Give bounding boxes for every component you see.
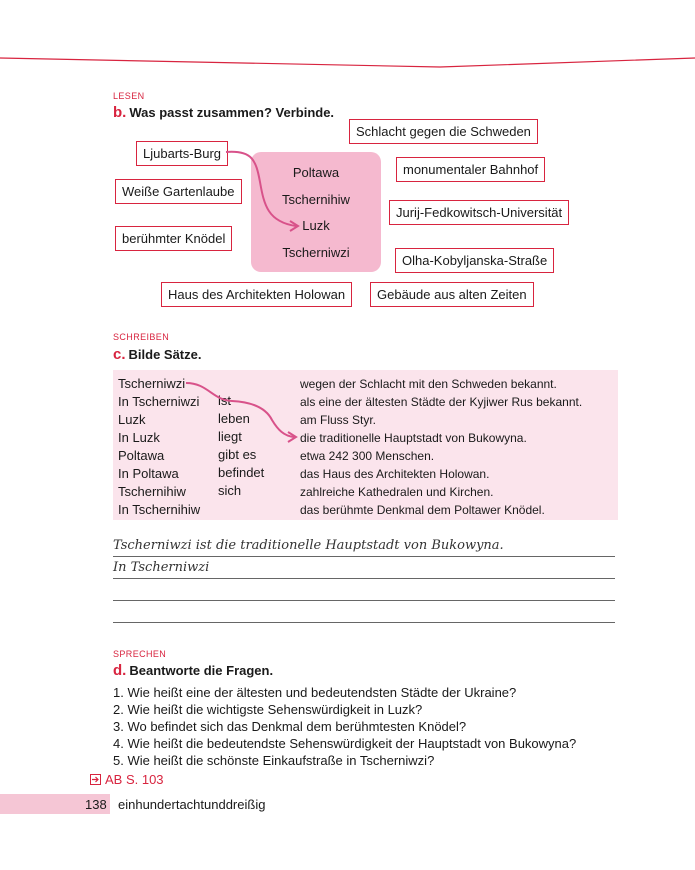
complement-item: etwa 242 300 Menschen. bbox=[300, 449, 435, 463]
section-d-label: SPRECHEN bbox=[113, 649, 167, 659]
subject-item: In Tschernihiw bbox=[118, 502, 201, 517]
section-b-label: LESEN bbox=[113, 91, 145, 101]
verb-item: sich bbox=[218, 483, 242, 498]
subject-item: In Tscherniwzi bbox=[118, 394, 200, 409]
subject-item: In Poltawa bbox=[118, 466, 179, 481]
match-box-universitaet[interactable]: Jurij-Fedkowitsch-Universität bbox=[389, 200, 569, 225]
section-c-title-text: Bilde Sätze. bbox=[128, 347, 202, 362]
question-item: 2. Wie heißt die wichtigste Sehenswürdigkeit in Luzk? bbox=[113, 702, 423, 717]
match-box-schlacht[interactable]: Schlacht gegen die Schweden bbox=[349, 119, 538, 144]
page-number-words: einhundertachtunddreißig bbox=[118, 797, 266, 812]
city-luzk[interactable]: Luzk bbox=[302, 218, 330, 233]
section-b-title-text: Was passt zusammen? Verbinde. bbox=[129, 105, 335, 120]
match-box-strasse[interactable]: Olha-Kobyljanska-Straße bbox=[395, 248, 554, 273]
subject-item: In Luzk bbox=[118, 430, 160, 445]
answer-line-2[interactable]: In Tscherniwzi bbox=[113, 560, 210, 575]
section-d-letter: d. bbox=[113, 662, 127, 679]
question-item: 3. Wo befindet sich das Denkmal dem berühmtesten Knödel? bbox=[113, 719, 467, 734]
verb-item: ist bbox=[218, 393, 231, 408]
match-box-weisse-gartenlaube[interactable]: Weiße Gartenlaube bbox=[115, 179, 242, 204]
page-number: 138 bbox=[85, 797, 107, 812]
workbook-reference-text: AB S. 103 bbox=[105, 772, 164, 787]
complement-item: wegen der Schlacht mit den Schweden bekannt. bbox=[300, 377, 557, 391]
question-item: 1. Wie heißt eine der ältesten und bedeutendsten Städte der Ukraine? bbox=[113, 685, 517, 700]
city-tscherniwzi[interactable]: Tscherniwzi bbox=[282, 245, 350, 260]
subject-item: Tschernihiw bbox=[118, 484, 186, 499]
subject-item: Tscherniwzi bbox=[118, 376, 186, 391]
complement-item: zahlreiche Kathedralen und Kirchen. bbox=[300, 485, 494, 499]
complement-item: das berühmte Denkmal dem Poltawer Knödel. bbox=[300, 503, 545, 517]
match-box-gebaeude[interactable]: Gebäude aus alten Zeiten bbox=[370, 282, 534, 307]
match-box-bahnhof[interactable]: monumentaler Bahnhof bbox=[396, 157, 545, 182]
complement-item: das Haus des Architekten Holowan. bbox=[300, 467, 490, 481]
match-box-haus-holowan[interactable]: Haus des Architekten Holowan bbox=[161, 282, 352, 307]
complement-item: die traditionelle Hauptstadt von Bukowyna. bbox=[300, 431, 527, 445]
complement-item: am Fluss Styr. bbox=[300, 413, 377, 427]
verb-item: befindet bbox=[218, 465, 265, 480]
city-poltawa[interactable]: Poltawa bbox=[292, 165, 340, 180]
section-c-letter: c. bbox=[113, 346, 126, 363]
section-d-title-text: Beantworte die Fragen. bbox=[129, 663, 274, 678]
section-b-letter: b. bbox=[113, 104, 127, 121]
question-item: 4. Wie heißt die bedeutendste Sehenswürdigkeit der Hauptstadt von Bukowyna? bbox=[113, 736, 577, 751]
section-c-label: SCHREIBEN bbox=[113, 332, 170, 342]
match-box-beruehmter-knoedel[interactable]: berühmter Knödel bbox=[115, 226, 232, 251]
connector-arrow-sentence bbox=[186, 383, 294, 437]
connector-arrow-ljubarts-luzk bbox=[226, 152, 296, 226]
verb-item: gibt es bbox=[218, 447, 257, 462]
match-box-ljubarts-burg[interactable]: Ljubarts-Burg bbox=[136, 141, 228, 166]
city-tschernihiw[interactable]: Tschernihiw bbox=[282, 192, 350, 207]
verb-item: liegt bbox=[218, 429, 242, 444]
complement-item: als eine der ältesten Städte der Kyjiwer Rus bekannt. bbox=[300, 395, 583, 409]
answer-line-1[interactable]: Tscherniwzi ist die traditionelle Hauptstadt von Bukowyna. bbox=[113, 538, 504, 553]
subject-item: Poltawa bbox=[118, 448, 165, 463]
verb-item: leben bbox=[218, 411, 250, 426]
subject-item: Luzk bbox=[118, 412, 146, 427]
question-item: 5. Wie heißt die schönste Einkaufstraße in Tscherniwzi? bbox=[113, 753, 435, 768]
